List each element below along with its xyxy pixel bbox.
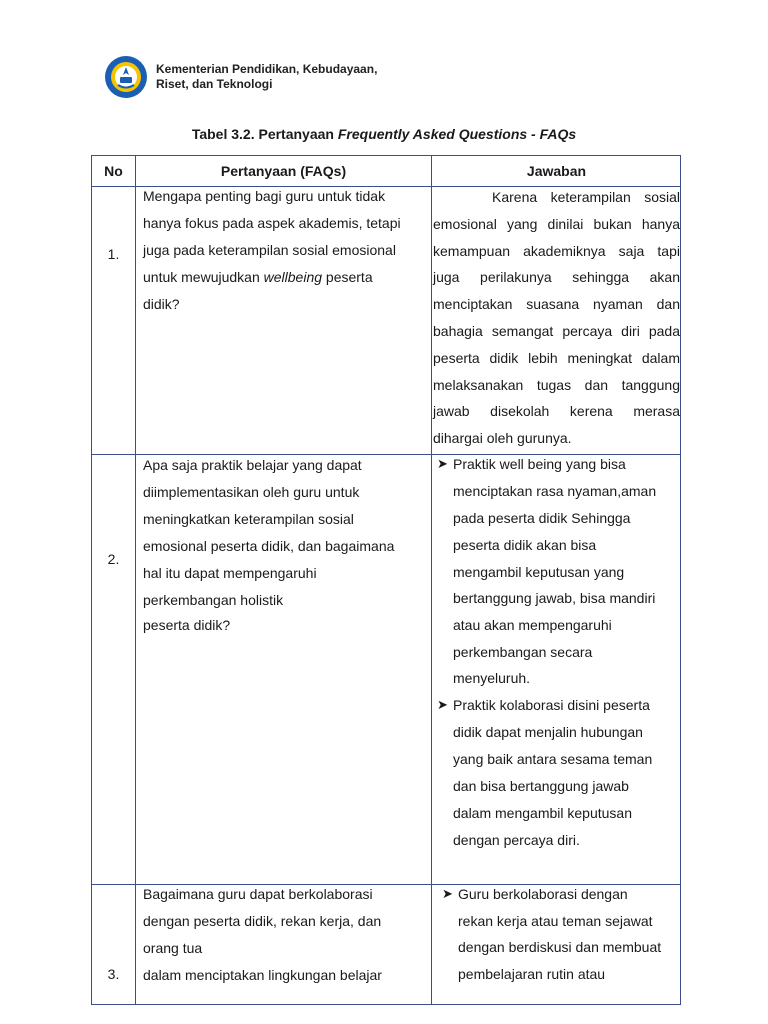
header-answer: Jawaban — [526, 163, 587, 179]
answer-line: pada peserta didik Sehingga — [453, 510, 631, 526]
answer-line: dalam mengambil keputusan — [453, 805, 632, 821]
ministry-line-2: Riset, dan Teknologi — [156, 77, 273, 91]
question-line: hanya fokus pada aspek akademis, tetapi — [143, 215, 401, 231]
question-line — [143, 269, 373, 285]
answer-line: atau akan mempengaruhi — [453, 617, 612, 633]
question-text: peserta — [322, 269, 373, 285]
answer-line: rekan kerja atau teman sejawat — [458, 913, 653, 929]
question-line: didik? — [143, 296, 180, 312]
answer-line: menciptakan rasa nyaman,aman — [453, 483, 657, 499]
answer-line: menyeluruh. — [453, 670, 531, 686]
row-number: 3. — [107, 966, 120, 982]
question-line: Bagaimana guru dapat berkolaborasi — [143, 886, 373, 902]
question-line: dengan peserta didik, rekan kerja, dan — [143, 913, 382, 929]
row-divider — [92, 884, 680, 885]
answer-line: Praktik well being yang bisa — [453, 456, 626, 472]
tut-wuri-handayani-logo-icon — [104, 55, 148, 99]
ministry-name — [156, 62, 377, 92]
ministry-header — [104, 54, 377, 100]
answer-line: dengan berdiskusi dan membuat — [458, 939, 662, 955]
faq-table — [91, 155, 681, 1005]
row-number: 1. — [107, 246, 120, 262]
question-line: meningkatkan keterampilan sosial — [143, 511, 354, 527]
header-question: Pertanyaan (FAQs) — [220, 163, 347, 179]
arrowhead-bullet-icon: ➤ — [437, 697, 448, 712]
question-line: peserta didik? — [143, 617, 231, 633]
question-line: emosional peserta didik, dan bagaimana — [143, 538, 395, 554]
table-caption — [0, 126, 768, 142]
answer-line: peserta didik akan bisa — [453, 537, 597, 553]
arrowhead-bullet-icon: ➤ — [442, 886, 453, 901]
question-line: juga pada keterampilan sosial emosional — [143, 242, 396, 258]
answer-text: Karena keterampilan sosial emosional yang dinilai bukan hanya kemampuan akademiknya saja tapi juga perilakunya sehingga akan menciptakan suasana nyaman dan bahagia semangat percaya diri pada peserta didik lebih meningkat dalam melaksanakan tugas dan tanggung jawab disekolah kerena merasa dihargai oleh gurunya. — [433, 189, 680, 447]
row-divider — [92, 454, 680, 455]
answer-line: dan bisa bertanggung jawab — [453, 778, 629, 794]
answer-paragraph — [433, 184, 680, 452]
answer-line: Praktik kolaborasi disini peserta — [453, 697, 650, 713]
question-line: perkembangan holistik — [143, 592, 284, 608]
answer-line: Guru berkolaborasi dengan — [458, 886, 628, 902]
question-line: Mengapa penting bagi guru untuk tidak — [143, 188, 386, 204]
caption-prefix: Tabel 3.2. Pertanyaan — [191, 126, 338, 142]
column-divider — [135, 156, 136, 1004]
question-line: Apa saja praktik belajar yang dapat — [143, 457, 362, 473]
answer-line: pembelajaran rutin atau — [458, 966, 606, 982]
answer-line: yang baik antara sesama teman — [453, 751, 653, 767]
question-line: hal itu dapat mempengaruhi — [143, 565, 317, 581]
ministry-line-1: Kementerian Pendidikan, Kebudayaan, — [156, 62, 378, 76]
row-number: 2. — [107, 551, 120, 567]
question-italic-term: wellbeing — [263, 269, 323, 285]
question-line: dalam menciptakan lingkungan belajar — [143, 967, 382, 983]
header-no: No — [104, 163, 123, 179]
answer-line: mengambil keputusan yang — [453, 564, 625, 580]
answer-line: bertanggung jawab, bisa mandiri — [453, 590, 656, 606]
answer-line: perkembangan secara — [453, 644, 593, 660]
question-text: untuk mewujudkan — [143, 269, 264, 285]
answer-line: didik dapat menjalin hubungan — [453, 724, 643, 740]
question-line: diimplementasikan oleh guru untuk — [143, 484, 360, 500]
arrowhead-bullet-icon: ➤ — [437, 456, 448, 471]
column-divider — [431, 156, 432, 1004]
caption-italic: Frequently Asked Questions - FAQs — [337, 126, 577, 142]
answer-line: dengan percaya diri. — [453, 832, 580, 848]
question-line: orang tua — [143, 940, 203, 956]
